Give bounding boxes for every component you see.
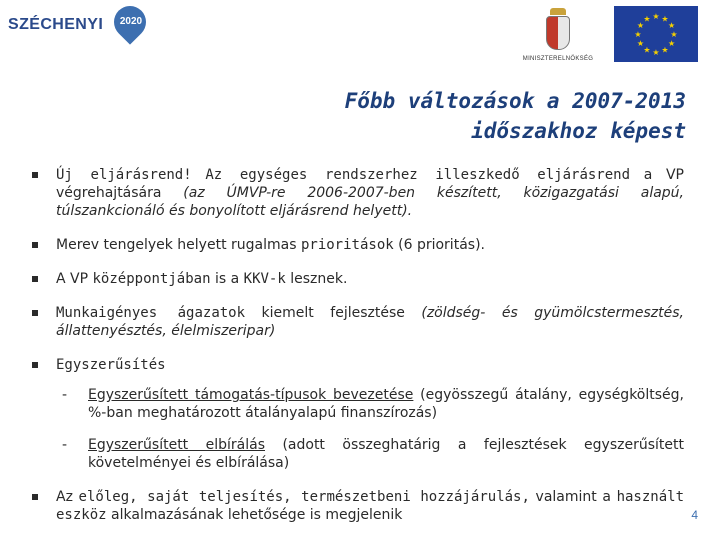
logo-text: SZÉCHENYI — [8, 16, 104, 33]
eu-star-icon: ★ — [670, 30, 678, 39]
eu-star-icon: ★ — [668, 39, 676, 48]
eu-star-icon: ★ — [668, 21, 676, 30]
text-segment: Merev tengelyek helyett rugalmas — [56, 237, 301, 253]
bullet-text — [56, 356, 684, 374]
ministry-crest-logo — [522, 8, 594, 68]
dash-bullet-icon: - — [62, 437, 68, 453]
logo-badge: 2020 — [119, 16, 143, 27]
eu-star-icon: ★ — [661, 45, 669, 55]
eu-star-icon: ★ — [652, 12, 660, 21]
text-segment: Egyszerűsített támogatás-típusok bevezetése — [88, 387, 414, 403]
title-line-1: Főbb változások a 2007-2013 — [344, 89, 686, 113]
dash-bullet-icon: - — [62, 387, 68, 403]
bullet-text — [56, 304, 684, 340]
sub-list — [56, 386, 684, 472]
text-segment: Az egységes rendszerhez illeszkedő eljárásrend — [205, 167, 631, 183]
eu-star-icon: ★ — [636, 39, 644, 48]
sub-item — [56, 436, 684, 472]
bullet-item — [32, 270, 684, 288]
text-segment: előleg, saját teljesítés, természetbeni hozzájárulás, — [78, 489, 530, 505]
bullet-text — [56, 166, 684, 220]
eu-star-icon: ★ — [636, 21, 644, 30]
text-segment: is a — [210, 271, 244, 287]
square-bullet-icon — [32, 276, 38, 282]
bullet-item — [32, 236, 684, 254]
square-bullet-icon — [32, 362, 38, 368]
eu-star-icon: ★ — [634, 30, 642, 39]
text-segment: a VP végrehajtására — [56, 167, 684, 201]
bullet-text — [56, 270, 684, 288]
eu-star-icon: ★ — [652, 48, 660, 57]
square-bullet-icon — [32, 310, 38, 316]
eu-star-icon: ★ — [643, 14, 651, 24]
square-bullet-icon — [32, 172, 38, 178]
text-segment: Az — [56, 489, 79, 505]
text-segment: alkalmazásának lehetősége is megjelenik — [106, 507, 403, 523]
text-segment: lesznek. — [285, 271, 348, 287]
square-bullet-icon — [32, 242, 38, 248]
crown-icon — [550, 8, 566, 15]
bullet-list — [32, 166, 684, 540]
bullet-item — [32, 304, 684, 340]
page-number: 4 — [691, 508, 698, 522]
bullet-text — [56, 236, 684, 254]
coat-of-arms-icon — [546, 16, 570, 50]
text-segment: Egyszerűsítés — [56, 357, 166, 373]
text-segment: valamint a — [529, 489, 617, 505]
text-segment: (az ÚMVP-re 2006-2007-ben készített, közigazgatási alapú, túlszankcionáló és bonyolított eljárásrend helyett). — [56, 185, 684, 219]
text-segment: középpontjában — [92, 271, 211, 287]
text-segment: Egyszerűsített elbírálás — [88, 437, 265, 453]
text-segment: (6 prioritás). — [393, 237, 485, 253]
text-segment: (egyösszegű átalány, egységköltség, %-ban meghatározott átalányalapú finanszírozás) — [88, 387, 684, 421]
page-title — [345, 86, 686, 146]
bullet-item — [32, 488, 684, 524]
text-segment: Munkaigényes ágazatok — [56, 305, 246, 321]
eu-flag-icon — [614, 6, 698, 62]
bullet-item — [32, 356, 684, 472]
eu-star-icon: ★ — [643, 45, 651, 55]
text-segment: kiemelt fejlesztése — [245, 305, 422, 321]
ministry-label: MINISZTERELNÖKSÉG — [522, 56, 594, 62]
header — [0, 0, 720, 70]
text-segment: használt eszköz — [56, 489, 684, 523]
text-segment: prioritások — [300, 237, 394, 253]
square-bullet-icon — [32, 494, 38, 500]
sub-item — [56, 386, 684, 422]
bullet-item — [32, 166, 684, 220]
title-line-2: időszakhoz képest — [471, 119, 686, 143]
szechenyi-2020-logo — [8, 6, 148, 42]
text-segment: Új eljárásrend! — [56, 167, 192, 183]
text-segment: KKV-k — [243, 271, 286, 287]
text-segment: (zöldség- és gyümölcstermesztés, állattenyésztés, élelmiszeripar) — [56, 305, 684, 339]
bullet-text — [56, 488, 684, 524]
text-segment: (adott összeghatárig a fejlesztések egyszerűsített követelményei és elbírálása) — [88, 437, 684, 471]
text-segment — [192, 167, 206, 183]
eu-star-icon: ★ — [661, 14, 669, 24]
text-segment: A VP — [56, 271, 93, 287]
